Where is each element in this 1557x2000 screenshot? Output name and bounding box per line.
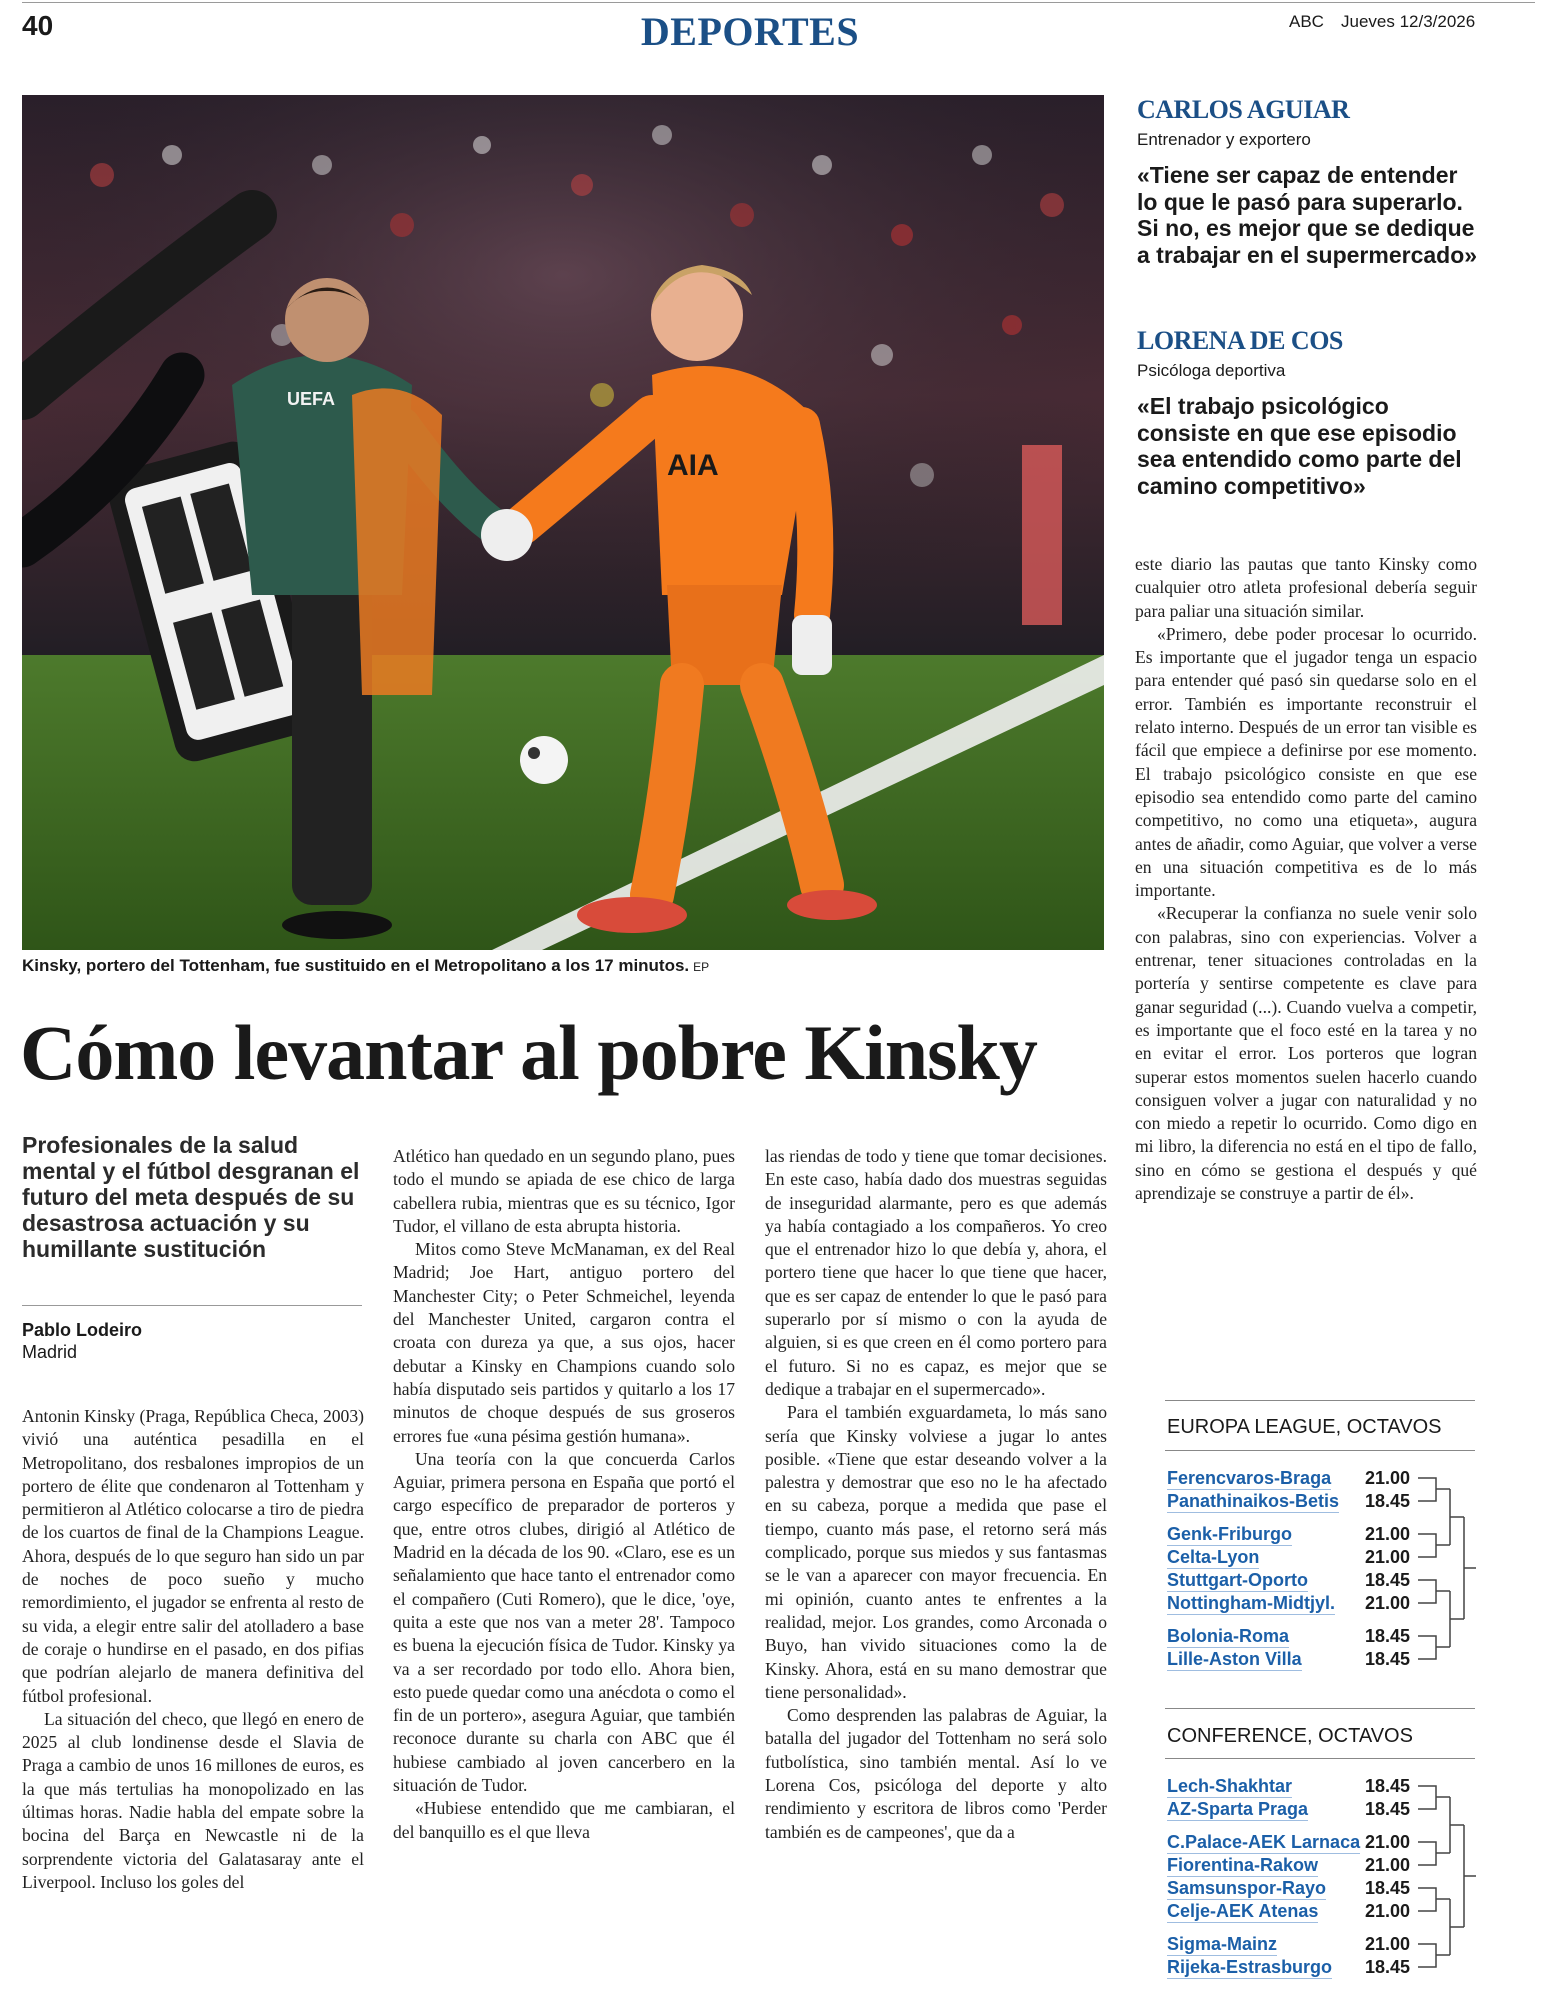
svg-text:UEFA: UEFA [287,389,336,409]
fixture-time: 21.00 [1365,1524,1411,1544]
body-column-4 [1135,553,1477,1363]
fixtures-title: CONFERENCE, OCTAVOS [1167,1725,1413,1747]
top-rule [22,2,1535,3]
publication-date: Jueves 12/3/2026 [1341,12,1476,31]
fixtures-divider [1165,1758,1475,1759]
photo-credit: EP [693,960,710,974]
paragraph: este diario las pautas que tanto Kinsky como cualquier otro atleta profesional debería seguir para paliar una situación similar. [1135,554,1477,621]
fixture-time: 18.45 [1365,1957,1411,1977]
fixture-time: 21.00 [1365,1855,1411,1875]
pull-quote: «El trabajo psicológico consiste en que ese episodio sea entendido como parte del camino competitivo» [1137,393,1462,499]
photo-caption [22,956,1104,976]
fixture-match[interactable]: Lech-Shakhtar [1167,1776,1293,1796]
publication-name: ABC [1289,12,1324,31]
pull-quote: «Tiene ser capaz de entender lo que le pasó para superarlo. Si no, es mejor que se dedique a trabajar en el supermercado» [1137,162,1478,268]
article-headline: Cómo levantar al pobre Kinsky [20,1009,1037,1096]
section-title: DEPORTES [640,9,860,54]
dateline-location: Madrid [22,1342,78,1362]
fixture-match[interactable]: C.Palace-AEK Larnaca [1167,1832,1361,1852]
fixtures-divider [1165,1400,1475,1401]
fixtures-bracket [1418,1468,1478,1678]
fixture-match[interactable]: Nottingham-Midtjyl. [1167,1593,1335,1613]
fixture-time: 21.00 [1365,1468,1411,1488]
paragraph: «Hubiese entendido que me cambiaran, el del banquillo es el que lleva [393,1798,735,1842]
paragraph: «Recuperar la confianza no suele venir solo con palabras, sino con experiencias. Volver a entrenar, tener situaciones controladas en la portería y sentirse competente es clave para ganar seguridad (...). Cuando vuelva a competir, es importante que el foco esté en la tarea y no en evitar el error. Los porteros que logran superar estos momentos suelen hacerlo cuando consiguen volver a jugar con naturalidad y no con miedo a repetir lo ocurrido. Como digo en mi libro, la diferencia no está en el tipo de fallo, sino en cómo se gestiona el después y qué aprendizaje se construye a partir de él». [1135,903,1477,1204]
body-column-3 [765,1145,1107,1997]
paragraph: las riendas de todo y tiene que tomar decisiones. En este caso, había dado dos muestras seguidas de inseguridad alarmante, pero es que además ya había contagiado a los compañeros. Yo creo que el entrenador hizo lo que debía y, ahora, el portero tiene que hacer lo que tiene que hacer, que es ser capaz de entender lo que le pasó para superarlo por sí mismo o con la ayuda de alguien, si es que creen en él como portero para el futuro. Si no es capaz, es mejor que se dedique a trabajar en el supermercado». [765,1146,1107,1399]
caption-text: Kinsky, portero del Tottenham, fue sustituido en el Metropolitano a los 17 minutos. [22,956,690,975]
fixture-time: 21.00 [1365,1593,1411,1613]
fixture-match[interactable]: AZ-Sparta Praga [1167,1799,1309,1819]
fixture-match[interactable]: Samsunspor-Rayo [1167,1878,1327,1898]
fixtures-bracket [1418,1776,1478,1986]
article-deck: Profesionales de la salud mental y el fútbol desgranan el futuro del meta después de su desastrosa actuación y su humillante sustitución [22,1132,360,1262]
fixture-time: 21.00 [1365,1901,1411,1921]
fixture-match[interactable]: Bolonia-Roma [1167,1626,1290,1646]
fixture-match[interactable]: Fiorentina-Rakow [1167,1855,1319,1875]
paragraph: Antonin Kinsky (Praga, República Checa, 2003) vivió una auténtica pesadilla en el Metropolitano, dos resbalones impropios de un portero de élite que condenaron al Tottenham y permitieron al Atlético colocarse a tiro de piedra de los cuartos de final de la Champions League. Ahora, después de lo que seguro han sido un par de noches de poco sueño y mucho remordimiento, el jugador se enfrenta al resto de su vida, a elegir entre salir del atolladero a base de coraje o hundirse en el pasado, en dos pifias que podrían alejarlo de manera definitiva del fútbol profesional. [22,1406,364,1706]
fixture-match[interactable]: Lille-Aston Villa [1167,1649,1302,1669]
fixture-match[interactable]: Genk-Friburgo [1167,1524,1292,1544]
fixture-time: 18.45 [1365,1649,1411,1669]
paragraph: Para el también exguardameta, lo más sano sería que Kinsky volviese a jugar lo antes posible. «Tiene que estar deseando volver a la palestra y demostrar que eso no le ha afectado en su cabeza, porque a medida que pase el tiempo, cuanto más pase, el retorno será más complicado, porque sus miedos y sus fantasmas se le van a aparecer con mayor frecuencia. En mi opinión, cuanto antes te enfrentes a la realidad, mejor. Los grandes, como Arconada o Buyo, han vivido situaciones como la de Kinsky. Ahora, está en su mano demostrar que tiene personalidad». [765,1402,1107,1702]
fixture-time: 21.00 [1365,1547,1411,1567]
fixtures-divider [1165,1708,1475,1709]
fixture-time: 18.45 [1365,1799,1411,1819]
fixture-time: 18.45 [1365,1776,1411,1796]
byline-divider [22,1305,362,1306]
paragraph: Una teoría con la que concuerda Carlos Aguiar, primera persona en España que portó el cargo específico de preparador de porteros y que, entre otros clubes, dirigió al Atlético de Madrid en la década de los 90. «Claro, ese es un señalamiento que hace tanto el entrenador como el compañero (Cuti Romero), que le dice, 'oye, quita a este que nos van a meter 28'. Tampoco es buena la ejecución física de Tudor. Kinsky ya va a ser recordado por todo ello. Ahora bien, esto puede quedar como una anécdota o como el fin de un portero», asegura Aguiar, que también reconoce durante su charla con ABC que él hubiese cambiado al joven cancerbero en la situación de Tudor. [393,1448,735,1796]
fixture-time: 18.45 [1365,1878,1411,1898]
paragraph: Atlético han quedado en un segundo plano, pues todo el mundo se apiada de ese chico de larga cabellera rubia, mientras que es su técnico, Igor Tudor, el villano de esta abrupta historia. [393,1146,735,1236]
fixture-time: 21.00 [1365,1832,1411,1852]
svg-text:AIA: AIA [667,449,719,482]
quote-source-name: LORENA DE COS [1137,326,1343,355]
fixture-time: 18.45 [1365,1570,1411,1590]
fixture-match[interactable]: Celje-AEK Atenas [1167,1901,1319,1921]
quote-source-name: CARLOS AGUIAR [1137,95,1350,124]
paragraph: Mitos como Steve McManaman, ex del Real Madrid; Joe Hart, antiguo portero del Manchester City; o Peter Schmeichel, leyenda del Manchester United, cargaron contra el croata con dureza ya que, a sus ojos, hacer debutar a Kinsky en Champions cuando solo había disputado seis partidos y quitarlo a los 17 minutos de choque después de sus groseros errores fue «una pésima gestión humana». [393,1239,735,1446]
fixture-time: 18.45 [1365,1491,1411,1511]
quote-source-role: Psicóloga deportiva [1137,361,1286,380]
paragraph: Como desprenden las palabras de Aguiar, la batalla del jugador del Tottenham no será solo futbolística, sino también mental. Así lo ve Lorena Cos, psicóloga del deporte y alto rendimiento y escritora de libros como 'Perder también es de campeones', que da a [765,1705,1107,1842]
fixture-time: 18.45 [1365,1626,1411,1646]
fixture-match[interactable]: Panathinaikos-Betis [1167,1491,1340,1511]
page-number: 40 [22,10,54,41]
fixture-time: 21.00 [1365,1934,1411,1954]
fixture-match[interactable]: Ferencvaros-Braga [1167,1468,1332,1488]
main-photo [22,95,1104,950]
goalkeeper-substitution-illustration [22,95,1104,950]
body-column-2 [393,1145,735,1997]
fixture-match[interactable]: Sigma-Mainz [1167,1934,1278,1954]
quote-source-role: Entrenador y exportero [1137,130,1311,149]
fixture-match[interactable]: Celta-Lyon [1167,1547,1260,1567]
fixtures-title: EUROPA LEAGUE, OCTAVOS [1167,1416,1442,1438]
author-name: Pablo Lodeiro [22,1320,143,1340]
body-column-1 [22,1405,364,1997]
fixture-match[interactable]: Stuttgart-Oporto [1167,1570,1308,1590]
fixture-match[interactable]: Rijeka-Estrasburgo [1167,1957,1333,1977]
paragraph: «Primero, debe poder procesar lo ocurrido. Es importante que el jugador tenga un espacio para entender qué pasó sin quedarse solo en el error. También es importante reconstruir el relato interno. Después de un error tan visible es fácil que empiece a definirse por ese momento. El trabajo psicológico consiste en que ese episodio sea entendido como parte del camino competitivo, no como una etiqueta», augura antes de añadir, como Aguiar, que volver a verse en una situación competitiva es de lo más importante. [1135,623,1477,901]
fixtures-divider [1165,1450,1475,1451]
paragraph: La situación del checo, que llegó en enero de 2025 al club londinense desde el Slavia de Praga a cambio de unos 16 millones de euros, es la que más tertulias ha monopolizado en las últimas horas. Nadie habla del empate sobre la bocina del Barça en Newcastle ni de la sorprendente victoria del Galatasaray ante el Liverpool. Incluso los goles del [22,1708,364,1892]
